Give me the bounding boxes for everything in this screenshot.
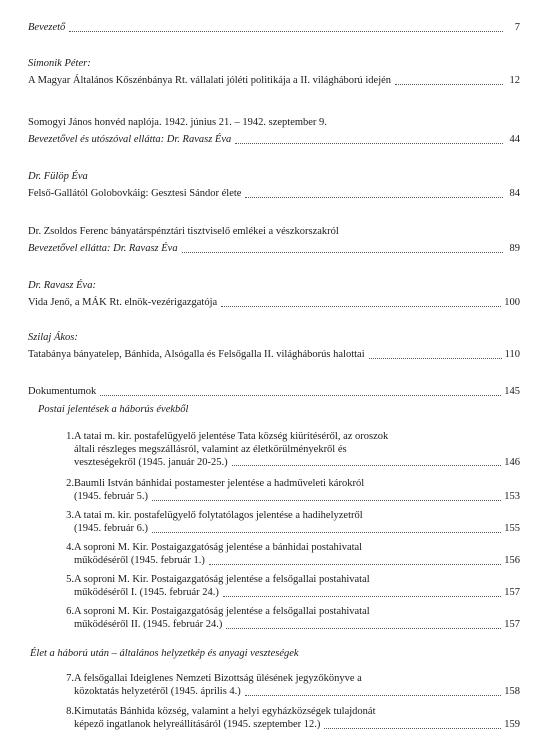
leader-dots: [223, 596, 501, 597]
item-text-line: közoktatás helyzetéről (1945. április 4.): [74, 685, 241, 697]
leader-dots: [182, 252, 503, 253]
item-last-line: [74, 555, 520, 568]
entry-author: Simonik Péter:: [28, 58, 91, 69]
entry-title: Tatabánya bányatelep, Bánhida, Alsógalla és Felsőgalla II. világháborús halottai: [28, 348, 365, 360]
leader-dots: [369, 358, 502, 359]
leader-dots: [100, 395, 501, 396]
item-last-line: [74, 587, 520, 600]
entry-title: Somogyi János honvéd naplója. 1942. június 21. – 1942. szeptember 9.: [28, 117, 327, 128]
page-number: 158: [504, 685, 520, 697]
item-text-line: Baumli István bánhidai postamester jelentése a hadműveleti károkról: [74, 478, 365, 489]
leader-dots: [245, 695, 501, 696]
entry-subtitle: Bevezetővel és utószóval ellátta: Dr. Ravasz Éva: [28, 133, 232, 145]
toc-document-item[interactable]: [60, 606, 520, 632]
item-text-line: képező ingatlanok helyreállításáról (1945. szeptember 12.): [74, 718, 321, 730]
item-number: 4.: [66, 542, 74, 553]
entry-title: Dr. Zsoldos Ferenc bányatárspénztári tisztviselő emlékei a vészkorszakról: [28, 226, 339, 237]
toc-document-item[interactable]: [60, 673, 520, 699]
item-number: 1.: [66, 431, 74, 442]
item-text-line: általi részleges megszállásról, valamint az életkörülményekről és: [74, 443, 347, 455]
toc-document-item[interactable]: [60, 574, 520, 600]
entry-title: Felső-Gallától Golobovkáig: Gesztesi Sándor élete: [28, 187, 242, 199]
entry-author: Dr. Ravasz Éva:: [28, 280, 96, 291]
section-heading-elet: Élet a háború után – általános helyzetkép és anyagi veszteségek: [30, 648, 299, 659]
item-text-line: A soproni M. Kir. Postaigazgatóság jelentése a felsőgallai postahivatal: [74, 606, 370, 617]
item-body: [74, 673, 520, 699]
page-number: 44: [509, 133, 520, 145]
page-number: 156: [504, 554, 520, 566]
entry-title: Bevezető: [28, 22, 66, 33]
item-number: 2.: [66, 478, 74, 489]
item-last-line: [74, 457, 520, 470]
leader-dots: [152, 532, 501, 533]
item-text-line: A soproni M. Kir. Postaigazgatóság jelentése a felsőgallai postahivatal: [74, 574, 370, 585]
page-number: 84: [509, 187, 520, 199]
page-number: 155: [504, 522, 520, 534]
leader-dots: [245, 197, 503, 198]
item-text-line: működéséről (1945. február 1.): [74, 554, 205, 566]
leader-dots: [324, 728, 501, 729]
page-number: 7: [514, 22, 520, 33]
item-text-line: veszteségekről (1945. január 20-25.): [74, 456, 228, 468]
page-number: 12: [509, 74, 520, 86]
leader-dots: [232, 465, 502, 466]
toc-entry-simonik[interactable]: [28, 58, 520, 88]
item-body: [74, 510, 520, 536]
item-text-line: (1945. február 6.): [74, 522, 149, 534]
entry-author: Szilaj Ákos:: [28, 332, 78, 343]
item-last-line: [74, 686, 520, 699]
toc-entry-szilaj[interactable]: [28, 332, 520, 362]
item-number: 8.: [66, 706, 74, 717]
page-number: 100: [504, 296, 520, 308]
toc-document-item[interactable]: [60, 706, 520, 732]
page-number: 145: [504, 386, 520, 397]
item-number: 3.: [66, 510, 74, 521]
item-body: [74, 542, 520, 568]
entry-subtitle: Bevezetővel ellátta: Dr. Ravasz Éva: [28, 242, 178, 254]
toc-entry-zsoldos[interactable]: [28, 226, 520, 256]
entry-title: Dokumentumok: [28, 386, 97, 397]
toc-document-item[interactable]: [60, 431, 520, 469]
leader-dots: [235, 143, 503, 144]
item-last-line: [74, 491, 520, 504]
entry-author: Dr. Fülöp Éva: [28, 171, 88, 182]
item-text-line: A felsőgallai Ideiglenes Nemzeti Bizottság ülésének jegyzőkönyve a: [74, 673, 362, 684]
item-text-line: A soproni M. Kir. Postaigazgatóság jelentése a bánhidai postahivatal: [74, 542, 363, 553]
entry-title: Vida Jenő, a MÁK Rt. elnök-vezérigazgatója: [28, 296, 218, 308]
leader-dots: [152, 500, 501, 501]
page-number: 153: [504, 490, 520, 502]
toc-document-item[interactable]: [60, 542, 520, 568]
item-last-line: [74, 523, 520, 536]
page-number: 157: [504, 618, 520, 630]
section-heading-postai: Postai jelentések a háborús évekből: [38, 404, 189, 415]
item-text-line: működéséről I. (1945. február 24.): [74, 586, 219, 598]
page-number: 159: [504, 718, 520, 730]
item-body: [74, 478, 520, 504]
item-text-line: (1945. február 5.): [74, 490, 149, 502]
item-last-line: [74, 719, 520, 732]
toc-entry-fulop[interactable]: [28, 171, 520, 201]
item-number: 5.: [66, 574, 74, 585]
item-number: 6.: [66, 606, 74, 617]
leader-dots: [226, 628, 501, 629]
item-text-line: Kimutatás Bánhida község, valamint a helyi egyházközségek tulajdonát: [74, 706, 376, 717]
page-number: 89: [509, 242, 520, 254]
item-text-line: működéséről II. (1945. február 24.): [74, 618, 223, 630]
page-number: 110: [504, 348, 520, 360]
leader-dots: [395, 84, 503, 85]
item-text-line: A tatai m. kir. postafelügyelő folytatólagos jelentése a hadihelyzetről: [74, 510, 363, 521]
leader-dots: [221, 306, 501, 307]
page-number: 157: [504, 586, 520, 598]
toc-entry-dokumentumok[interactable]: [28, 386, 520, 399]
toc-document-item[interactable]: [60, 478, 520, 504]
item-number: 7.: [66, 673, 74, 684]
item-body: [74, 606, 520, 632]
item-text-line: A tatai m. kir. postafelügyelő jelentése Tata község kiürítéséről, az oroszok: [74, 431, 389, 442]
entry-title: A Magyar Általános Kőszénbánya Rt. vállalati jóléti politikája a II. világháború idején: [28, 74, 392, 86]
item-body: [74, 431, 520, 469]
leader-dots: [209, 564, 501, 565]
toc-entry-ravasz[interactable]: [28, 280, 520, 310]
toc-document-item[interactable]: [60, 510, 520, 536]
toc-entry-bevezeto[interactable]: [28, 22, 520, 35]
toc-entry-somogyi[interactable]: [28, 117, 520, 147]
item-last-line: [74, 619, 520, 632]
leader-dots: [69, 31, 503, 32]
item-body: [74, 574, 520, 600]
item-body: [74, 706, 520, 732]
page-number: 146: [504, 456, 520, 468]
